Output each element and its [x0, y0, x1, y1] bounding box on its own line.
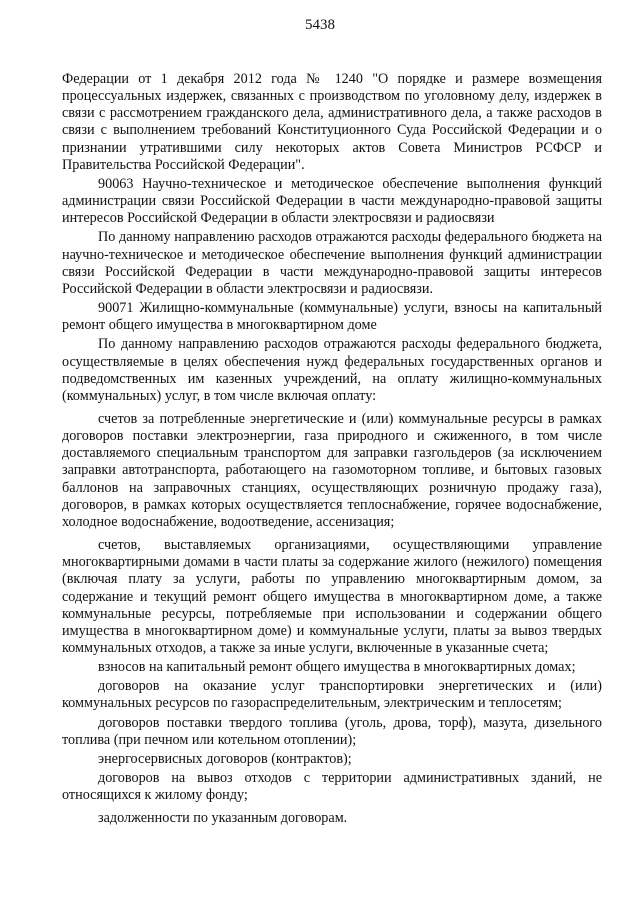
document-body	[62, 71, 602, 830]
page-number: 5438	[305, 17, 335, 33]
list-item-waste-removal: договоров на вывоз отходов с территории административных зданий, не относящихся к жилому фонду;	[62, 770, 602, 804]
list-item-management-bills: счетов, выставляемых организациями, осуществляющими управление многоквартирными домами в части платы за содержание жилого (нежилого) помещения (включая плату за услуги, работы по управлению многоквартирным домом, за содержание и текущий ремонт общего имущества в многоквартирном доме, а также коммунальные ресурсы, потребляемые при использовании и содержании общего имущества в многоквартирном доме) и коммунальные услуги, платы за вывоз твердых коммунальных отходов, а также за иные услуги, включенные в указанные счета;	[62, 537, 602, 656]
list-item-energy-service: энергосервисных договоров (контрактов);	[98, 750, 352, 767]
list-item-debt: задолженности по указанным договорам.	[98, 810, 348, 827]
paragraph-90071-description: По данному направлению расходов отражаются расходы федерального бюджета, осуществляемые в целях обеспечения нужд федеральных государственных органов и подведомственных им казенных учреждений, на оплату жилищно-коммунальных (коммунальных) услуг, в том числе включая оплату:	[62, 336, 602, 404]
paragraph-code-90071-heading: 90071 Жилищно-коммунальные (коммунальные) услуги, взносы на капитальный ремонт общего имущества в многоквартирном доме	[62, 300, 602, 334]
list-item-capital-repair: взносов на капитальный ремонт общего имущества в многоквартирных домах;	[98, 659, 576, 676]
paragraph-decree-reference: Федерации от 1 декабря 2012 года № 1240 "О порядке и размере возмещения процессуальных издержек, связанных с производством по уголовному делу, издержек в связи с рассмотрением гражданского дела, административного дела, а также расходов в связи с выполнением требований Конституционного Суда Российской Федерации и о признании утратившими силу некоторых актов Совета Министров РСФСР и Правительства Российской Федерации".	[62, 71, 602, 173]
paragraph-code-90063-heading: 90063 Научно-техническое и методическое обеспечение выполнения функций администрации связи Российской Федерации в части международно-правовой защиты интересов Российской Федерации в области электросвязи и радиосвязи	[62, 175, 602, 227]
paragraph-90063-description: По данному направлению расходов отражаются расходы федерального бюджета на научно-техническое и методическое обеспечение выполнения функций администрации связи Российской Федерации в части международно-правовой защиты интересов Российской Федерации в области электросвязи и радиосвязи.	[62, 229, 602, 297]
list-item-energy-bills: счетов за потребленные энергетические и (или) коммунальные ресурсы в рамках договоров поставки электроэнергии, газа природного и сжиженного, в том числе доставляемого специальным транспортом для заправки газгольдеров (за исключением заправки автотранспорта, работающего на газомоторном топливе, и бытовых газовых баллонов на заправочных станциях, осуществляющих розничную продажу газа), договоров, в рамках которых осуществляется теплоснабжение, горячее водоснабжение, холодное водоснабжение, водоотведение, ассенизация;	[62, 410, 602, 530]
list-item-transport-contracts: договоров на оказание услуг транспортировки энергетических и (или) коммунальных ресурсов по газораспределительным, электрическим и теплосетям;	[62, 678, 602, 712]
list-item-fuel-contracts: договоров поставки твердого топлива (уголь, дрова, торф), мазута, дизельного топлива (при печном или котельном отоплении);	[62, 714, 602, 748]
